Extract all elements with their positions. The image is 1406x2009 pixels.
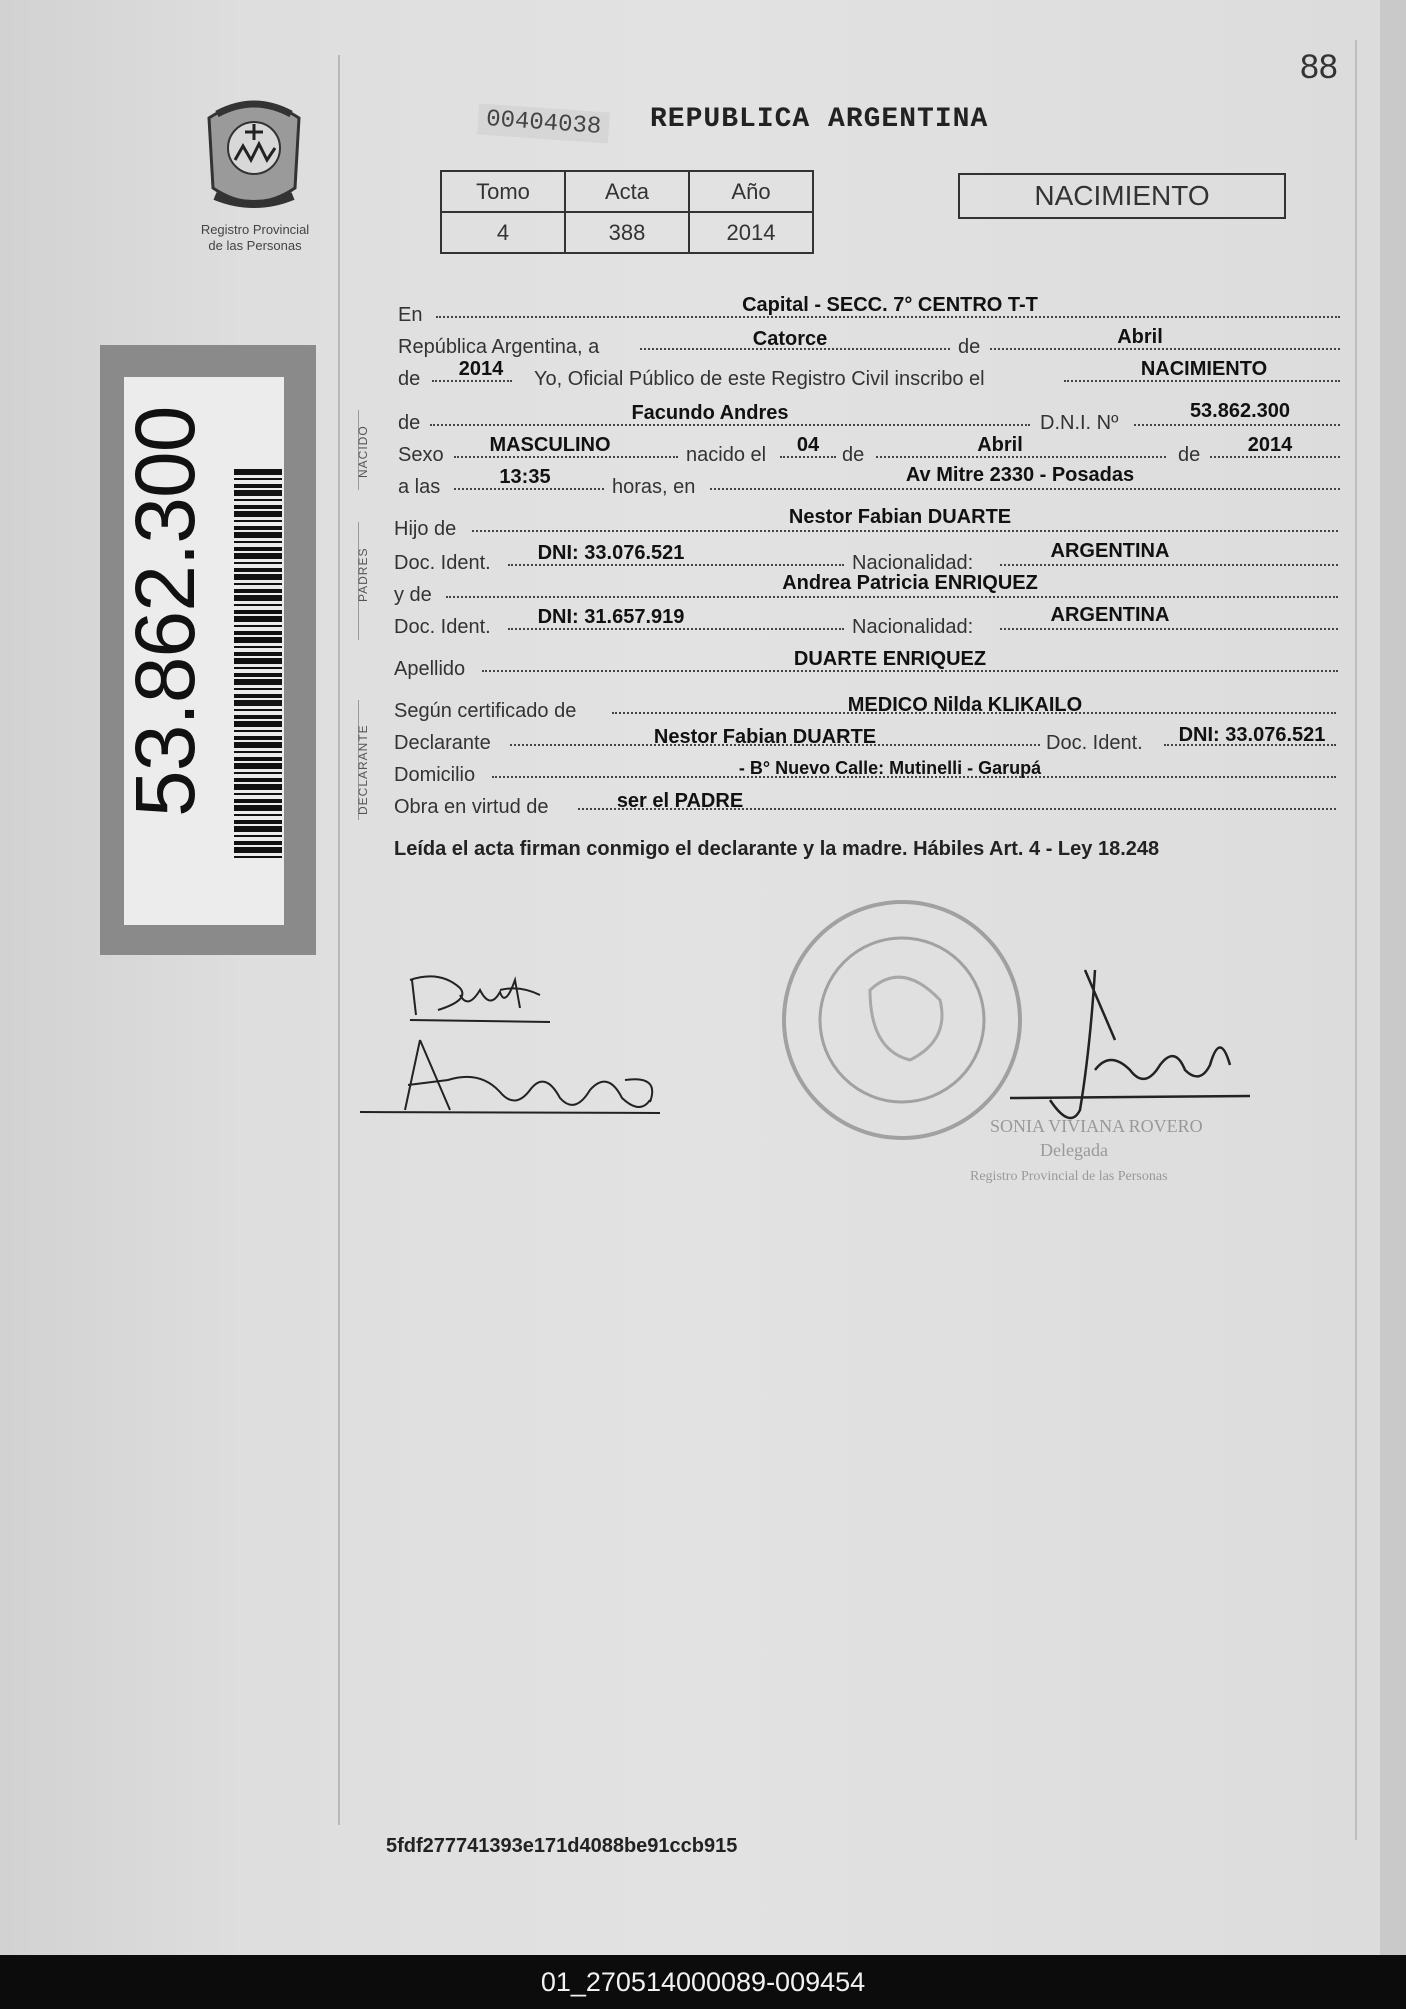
value-padre-doc: DNI: 33.076.521 [537,542,685,564]
emblem-caption: Registro Provincial de las Personas [200,222,310,253]
value-madre-doc: DNI: 31.657.919 [537,606,685,628]
registry-value: 388 [565,212,689,253]
document-hash: 5fdf277741393e171d4088be91ccb915 [386,1835,738,1857]
value-declarante-doc: DNI: 33.076.521 [1178,724,1326,746]
value-dia: Catorce [752,328,828,350]
label-apellido: Apellido [394,658,466,680]
label-nacido-el: nacido el [686,444,767,466]
section-label-nacido: NACIDO [356,425,370,478]
value-apellido: DUARTE ENRIQUEZ [793,648,987,670]
label-obra: Obra en virtud de [394,796,549,818]
label-dni: D.N.I. Nº [1040,412,1119,434]
label-de2: de [842,444,865,466]
label-de: de [958,336,981,358]
registry-header: Acta [565,171,689,212]
label-segun: Según certificado de [394,700,577,722]
label-republica: República Argentina, a [398,336,600,358]
signatures-and-seal [350,870,1310,1230]
label-y-de: y de [394,584,432,606]
value-padre-nac: ARGENTINA [1050,540,1170,562]
registry-value: 2014 [689,212,813,253]
value-madre: Andrea Patricia ENRIQUEZ [782,572,1038,594]
value-obra: ser el PADRE [616,790,744,812]
value-nombre: Facundo Andres [631,402,789,424]
father-signature-icon [410,976,550,1022]
value-anio: 2014 [458,358,504,380]
label-hijo-de: Hijo de [394,518,457,540]
stamp-line1: SONIA VIVIANA ROVERO [990,1116,1203,1136]
label-en: En [398,304,423,326]
value-nac-dia: 04 [796,434,820,456]
label-doc-ident-padre: Doc. Ident. [394,552,491,574]
record-type-box: NACIMIENTO [958,173,1286,219]
label-doc-ident-madre: Doc. Ident. [394,616,491,638]
label-sexo: Sexo [398,444,444,466]
official-seal-icon [784,902,1020,1138]
value-mes: Abril [1117,326,1163,348]
value-lugar: Capital - SECC. 7° CENTRO T-T [742,294,1038,316]
value-padre: Nestor Fabian DUARTE [788,506,1012,528]
label-de-name: de [398,412,421,434]
serial-number: 00404038 [477,103,610,143]
stamp-line2: Delegada [1040,1140,1108,1160]
value-lugar-nac: Av Mitre 2330 - Posadas [905,464,1135,486]
label-declarante: Declarante [394,732,491,754]
registry-table [440,170,814,254]
value-tipo: NACIMIENTO [1140,358,1268,380]
label-nacionalidad-madre: Nacionalidad: [852,616,974,638]
value-nac-anio: 2014 [1247,434,1293,456]
label-nacionalidad-padre: Nacionalidad: [852,552,974,574]
registry-header: Año [689,171,813,212]
label-horas-en: horas, en [612,476,696,498]
value-dni: 53.862.300 [1189,400,1291,422]
value-sexo: MASCULINO [489,434,611,456]
label-oficial: Yo, Oficial Público de este Registro Civil inscribo el [534,368,985,390]
barcode-icon [234,469,282,859]
label-de3: de [1178,444,1201,466]
file-id-footer: 01_270514000089-009454 [0,1955,1406,2009]
label-de-year: de [398,368,421,390]
value-madre-nac: ARGENTINA [1050,604,1170,626]
country-title: REPUBLICA ARGENTINA [650,104,989,135]
dni-panel [100,345,316,955]
value-domicilio: - B° Nuevo Calle: Mutinelli - Garupá [738,758,1042,778]
section-label-padres: PADRES [356,547,370,602]
value-nac-mes: Abril [977,434,1023,456]
official-signature-icon [1010,970,1250,1118]
section-label-declarante: DECLARANTE [356,724,370,815]
value-certificado: MEDICO Nilda KLIKAILO [847,694,1083,716]
value-hora: 13:35 [499,466,551,488]
label-doc-ident-declarante: Doc. Ident. [1046,732,1143,754]
registry-header: Tomo [441,171,565,212]
stamp-line3: Registro Provincial de las Personas [970,1169,1168,1184]
registry-value: 4 [441,212,565,253]
dni-number: 53.862.300 [118,406,212,817]
official-name-stamp [970,1116,1203,1184]
mother-signature-icon [360,1040,660,1113]
label-domicilio: Domicilio [394,764,476,786]
closing-text: Leída el acta firman conmigo el declarante y la madre. Hábiles Art. 4 - Ley 18.248 [394,838,1160,860]
page-number: 88 [1300,48,1338,86]
label-a-las: a las [398,476,441,498]
value-declarante: Nestor Fabian DUARTE [653,726,877,748]
province-emblem-icon [195,88,313,216]
